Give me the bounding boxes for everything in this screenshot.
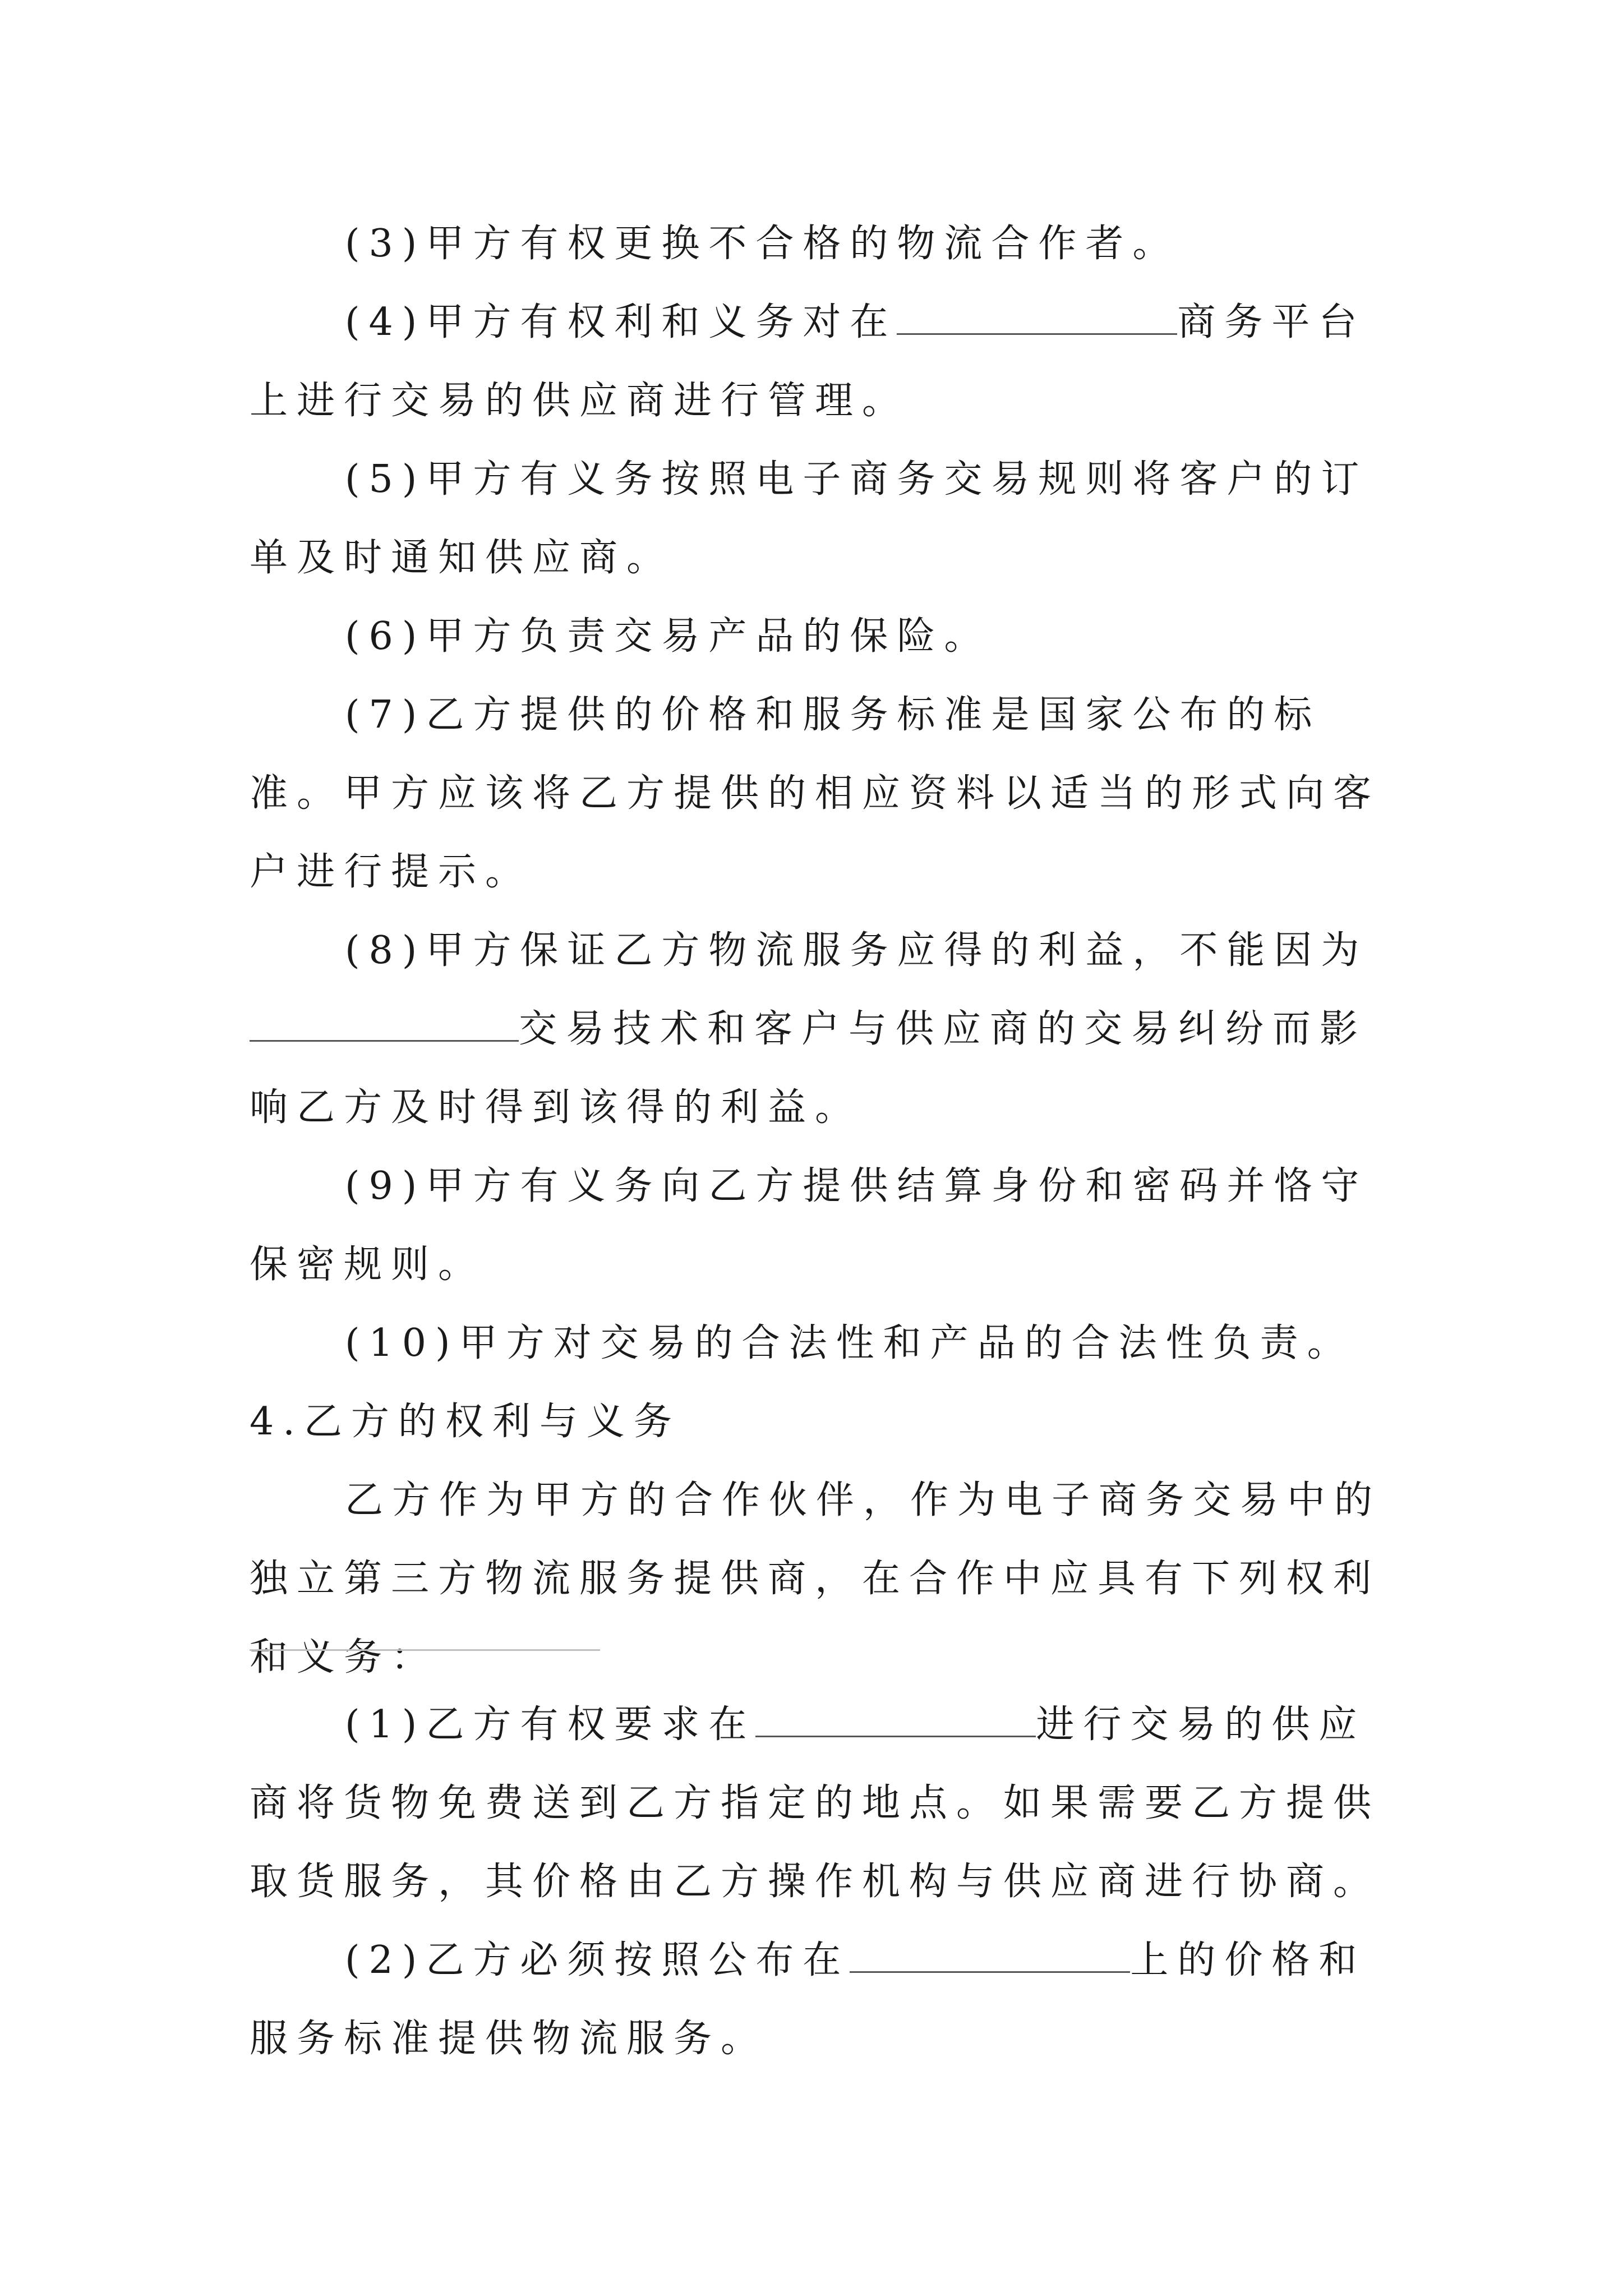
clause-7-text: (7)乙方提供的价格和服务标准是国家公布的标准。甲方应该将乙方提供的相应资料以适当的形式向客户进行提示。: [250, 693, 1381, 894]
clause-9: [250, 1147, 1388, 1304]
party-b-clause-1-text-end: 进行交易的供应商将货物免费送到乙方指定的地点。如果需要乙方提供取货服务，其价格由乙方操作机构与供应商进行协商。: [250, 1703, 1381, 1904]
clause-4-text-start: (4)甲方有权利和义务对在: [345, 300, 897, 344]
clause-6: [250, 597, 1388, 676]
clause-9-text: (9)甲方有义务向乙方提供结算身份和密码并恪守保密规则。: [250, 1164, 1368, 1287]
clause-10-text: (10)甲方对交易的合法性和产品的合法性负责。4.乙方的权利与义务: [250, 1321, 1354, 1444]
party-b-clause-2-text-end: 上的价格和服务标准提供物流服务。: [250, 1938, 1366, 2061]
clause-5: [250, 440, 1388, 597]
fill-in-blank[interactable]: [755, 1703, 1036, 1737]
party-b-intro-text: 乙方作为甲方的合作伙伴，作为电子商务交易中的独立第三方物流服务提供商，在合作中应具有下列权利和义务：: [250, 1478, 1382, 1680]
clause-3-text: (3)甲方有权更换不合格的物流合作者。: [345, 222, 1180, 266]
clause-8-text-end: 交易技术和客户与供应商的交易纠纷而影响乙方及时得到该得的利益。: [250, 1007, 1367, 1130]
party-b-clause-2: [250, 1921, 1388, 2078]
clause-8-text-start: (8)甲方保证乙方物流服务应得的利益，不能因为: [345, 928, 1368, 973]
clause-3: [250, 205, 1388, 283]
fill-in-blank[interactable]: [850, 1939, 1130, 1973]
party-b-intro: [250, 1461, 1388, 1697]
fill-in-blank[interactable]: [250, 1007, 519, 1042]
party-b-clause-2-text-start: (2)乙方必须按照公布在: [345, 1938, 850, 1982]
clause-6-text: (6)甲方负责交易产品的保险。: [345, 614, 992, 659]
clause-4: [250, 283, 1388, 440]
party-b-clause-1-text-start: (1)乙方有权要求在: [345, 1703, 756, 1747]
section-divider: [250, 1649, 600, 1651]
clause-7: [250, 676, 1388, 912]
clause-4-text-end: 商务平台上进行交易的供应商进行管理。: [250, 300, 1366, 423]
fill-in-blank[interactable]: [897, 301, 1177, 335]
clause-5-text: (5)甲方有义务按照电子商务交易规则将客户的订单及时通知供应商。: [250, 457, 1368, 580]
clause-10: [250, 1304, 1388, 1461]
party-b-clause-1: [250, 1686, 1388, 1921]
clause-8: [250, 912, 1388, 1147]
